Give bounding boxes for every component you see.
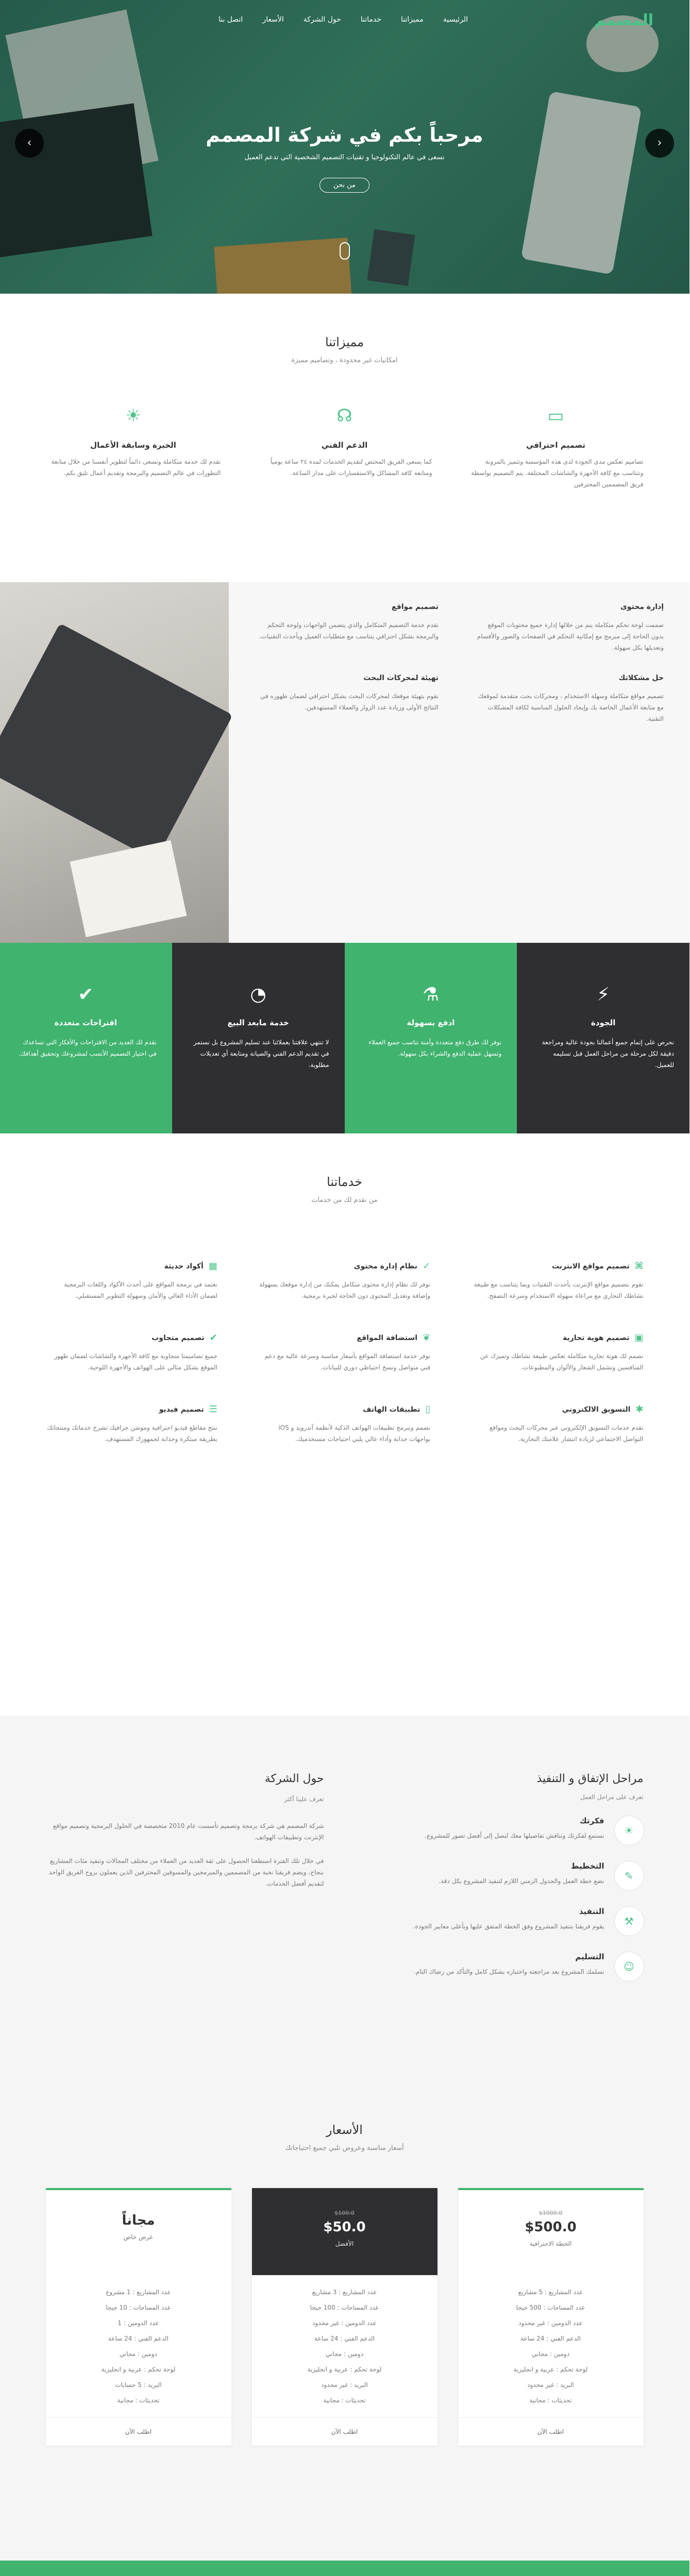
feature-item	[469, 405, 644, 490]
pricing-plan-pro	[459, 2188, 644, 2446]
stages-title: مراحل الإتفاق و التنفيذ	[537, 1772, 644, 1785]
code-brackets-icon: ▦	[209, 1261, 218, 1272]
smile-icon: ☺	[615, 1952, 644, 1981]
list-icon: ☰	[209, 1404, 218, 1415]
plan-feature: دومين : مجاني	[532, 2350, 570, 2358]
feature-text: تصاميم تعكس مدى الجودة لدى هذه المؤسسة وتتميز بالمرونة وتتناسب مع كافة الأجهزة والشاشات المختلفة. يتم التصميم بواسطة فريق المصممين المحترفين	[472, 458, 644, 488]
order-button[interactable]: اطلب الآن	[459, 2417, 644, 2446]
plan-feature: عدد الدومين : 1	[118, 2319, 160, 2327]
service-item	[46, 1261, 218, 1301]
service-title: تصميم متجاوب	[152, 1333, 205, 1342]
about-column	[46, 1772, 325, 1997]
feature-text: نقدم لك خدمة متكاملة ونسعى دائماً لتطوير أنفسنا من خلال متابعة التطورات في عالم التصميم والبرمجة وتقديم أعمال تليق بكم.	[52, 458, 222, 477]
plan-old-price: $1000.0	[539, 2210, 563, 2216]
contact-section	[0, 2561, 690, 2576]
split-item	[250, 674, 439, 724]
stage-title: فكرتك	[580, 1816, 605, 1825]
plan-feature: عدد المساحات : 10 جيجا	[106, 2304, 172, 2311]
feature-title: الدعم الفني	[322, 440, 368, 450]
plan-name: عرض خاص	[124, 2233, 154, 2241]
laptop-image	[0, 582, 229, 943]
services-title: خدماتنا	[327, 1175, 363, 1189]
pricing-subtitle: أسعار مناسبة وعروض تلبي جميع احتياجاتك	[285, 2144, 405, 2152]
check-circle-icon: ✔	[78, 984, 94, 1005]
plan-feature: عدد الدومين : غير محدود	[313, 2319, 377, 2327]
plan-feature: الدعم الفني : 24 ساعة	[520, 2335, 581, 2342]
pricing-title: الأسعار	[327, 2123, 363, 2137]
plan-feature: عدد المشاريع : 1 مشروع	[106, 2289, 172, 2296]
feature-item	[258, 405, 433, 490]
plan-feature: تحديثات : مجانية	[117, 2397, 160, 2404]
service-item	[46, 1332, 218, 1373]
split-item-title: تصميم مواقع	[392, 603, 439, 611]
stage-text: نسلمك المشروع بعد مراجعته واختباره بشكل كامل والتأكد من رضاك التام.	[414, 1968, 605, 1975]
services-section	[0, 1133, 690, 1716]
service-title: تصميم هوية تجارية	[563, 1333, 630, 1342]
service-text: جميع تصاميمنا متجاوبة مع كافة الأجهزة والشاشات لضمان ظهور الموقع بشكل مثالي على الهواتف والأجهزة اللوحية.	[55, 1352, 218, 1371]
hero-subtitle: نسعى في عالم التكنولوجيا و تقنيات التصميم الشخصية التي تدعم العميل	[245, 154, 445, 161]
image-icon: ▣	[635, 1332, 644, 1343]
stage-text: نضع خطة العمل والجدول الزمني اللازم لتنفيذ المشروع بكل دقة.	[439, 1877, 605, 1885]
bolt-icon: ⚡	[597, 984, 611, 1005]
plan-feature: عدد المساحات : 500 جيجا	[516, 2304, 586, 2311]
split-item-text: صممت لوحة تحكم متكاملة يتم من خلالها إدارة جميع محتويات الموقع بدون الحاجة إلى مبرمج مع إمكانية التحكم في الصفحات والصور والأقسام وتعديلها بكل سهولة.	[477, 621, 664, 651]
plan-name: الأفضل	[335, 2240, 355, 2247]
plan-feature: لوحة تحكم : عربية و انجليزية	[514, 2366, 588, 2373]
service-title: استضافة المواقع	[357, 1333, 418, 1342]
plan-feature: الدعم الفني : 24 ساعة	[108, 2335, 169, 2342]
split-item-text: نقوم بتهيئة موقعك لمحركات البحث بشكل احترافي لضمان ظهوره في النتائج الأولى وزيادة عدد الزوار والعملاء المستهدفين.	[261, 692, 439, 711]
stage-title: التسليم	[576, 1952, 605, 1961]
nav-menu	[219, 15, 468, 24]
service-title: تصميم مواقع الانترنت	[552, 1262, 630, 1270]
about-title: حول الشركة	[265, 1772, 325, 1785]
stage-item	[366, 1952, 644, 1981]
gauge-icon: ◔	[250, 984, 267, 1005]
laptop-shape	[0, 623, 233, 861]
plan-old-price: $100.0	[335, 2210, 355, 2216]
service-text: نوفر خدمة استضافة المواقع بأسعار مناسبة وسرعة عالية مع دعم فني متواصل ونسخ احتياطي دوري للبيانات.	[265, 1352, 431, 1371]
headset-icon: ☊	[337, 405, 353, 426]
stage-title: التخطيط	[571, 1861, 605, 1871]
service-item	[46, 1404, 218, 1445]
plan-feature: عدد الدومين : غير محدود	[519, 2319, 583, 2327]
check-icon: ✓	[423, 1261, 431, 1272]
services-subtitle: من نقدم لك من خدمات	[312, 1196, 378, 1204]
split-item-text: تصميم مواقع متكاملة وسهلة الاستخدام ، ومحركات بحث متقدمة لموقعك مع متابعة الأعمال الخاصة بك وإيجاد الحلول المناسبة لكافة المشكلات التقنية.	[478, 692, 664, 722]
nav-item-home[interactable]: الرئيسية	[443, 15, 468, 24]
about-paragraph: في خلال تلك الفترة استطعنا الحصول على ثقة العديد من العملاء من مختلف المجالات وتنفيذ مئات المشاريع بنجاح، ويضم فريقنا نخبة من المصممين والمبرمجين والمسوقين المحترفين الذين يعملون بروح الفريق الواحد لتقديم أفضل الخدمات.	[49, 1857, 325, 1887]
split-item-title: تهيئة لمحركات البحث	[364, 674, 439, 682]
service-item	[472, 1261, 644, 1301]
plan-feature: البريد : غير محدود	[528, 2381, 575, 2388]
leaf-icon: ❦	[423, 1332, 431, 1343]
stage-title: التنفيذ	[579, 1907, 605, 1916]
highlights-band	[0, 943, 690, 1133]
asterisk-icon: ✱	[636, 1404, 644, 1415]
pricing-plan-best	[253, 2188, 438, 2446]
highlight-suggestions	[0, 943, 173, 1133]
service-item	[259, 1332, 431, 1373]
feature-text: كما يسعى الفريق المختص لتقديم الخدمات لمدة ٢٤ ساعة يومياً ومتابعة كافة المشاكل والاستفسارات على مدار الساعة.	[271, 458, 433, 477]
about-subtitle: تعرف علينا أكثر	[284, 1795, 325, 1803]
features-title: مميزاتنا	[325, 335, 365, 349]
service-text: نوفر لك نظام إدارة محتوى متكامل يمكنك من إدارة موقعك بسهولة وإضافة وتعديل المحتوى دون الحاجة لخبرة برمجية.	[260, 1281, 431, 1299]
service-title: التسويق الالكتروني	[562, 1405, 631, 1414]
split-item	[475, 674, 664, 724]
highlight-text: نقدم لك العديد من الاقتراحات والأفكار التي تساعدك في اختيار التصميم الأنسب لمشروعك وتحقيق أهدافك.	[19, 1039, 157, 1057]
stages-column	[366, 1772, 644, 1997]
stages-subtitle: تعرف على مراحل العمل	[581, 1793, 644, 1801]
plan-feature: البريد : 5 حسابات	[115, 2381, 162, 2388]
highlight-text: لا تنتهي علاقتنا بعملائنا عند تسليم المشروع بل نستمر في تقديم الدعم الفني والصيانة ومتابعة أي تعديلات مطلوبة.	[194, 1039, 330, 1069]
feature-title: تصميم احترافي	[526, 440, 586, 450]
plan-price: $500.0	[525, 2219, 577, 2235]
service-item	[259, 1261, 431, 1301]
stage-item	[366, 1907, 644, 1936]
about-us-button[interactable]: من نحن	[320, 178, 370, 193]
feature-title: الخبرة وسابقة الأعمال	[91, 440, 177, 450]
plan-price: $50.0	[324, 2219, 366, 2235]
plan-feature: لوحة تحكم : عربية و انجليزية	[308, 2366, 382, 2373]
hero-section	[0, 0, 690, 294]
plan-feature: تحديثات : مجانية	[530, 2397, 573, 2404]
about-paragraph: شركة المصمم هي شركة برمجة وتصميم تأسست عام 2010 متخصصة في الحلول البرمجية وتصميم مواقع الإنترنت وتطبيقات الهواتف.	[53, 1822, 325, 1841]
service-title: نظام إدارة محتوى	[354, 1262, 418, 1270]
service-title: أكواد حديثة	[164, 1262, 204, 1270]
highlight-text: نوفر لك طرق دفع متعددة وآمنة تناسب جميع العملاء وتسهل عملية الدفع والشراء بكل سهولة.	[369, 1039, 502, 1057]
hero-caption	[0, 124, 690, 193]
pricing-section	[0, 2087, 690, 2561]
service-item	[472, 1332, 644, 1373]
service-title: تطبيقات الهاتف	[363, 1405, 421, 1414]
plan-feature: عدد المشاريع : 5 مشاريع	[518, 2289, 584, 2296]
nav-item-contact[interactable]: اتصل بنا	[218, 15, 244, 24]
monitor-icon: ▭	[548, 405, 565, 426]
slider-next-button[interactable]: ›	[15, 129, 44, 158]
split-item-title: إدارة محتوى	[620, 603, 664, 611]
lightbulb-icon: ☀	[126, 405, 142, 426]
plan-feature: دومين : مجاني	[326, 2350, 364, 2358]
top-navigation	[0, 0, 690, 41]
stage-item	[366, 1861, 644, 1890]
pencil-icon: ✎	[615, 1861, 644, 1890]
nav-item-services[interactable]: خدماتنا	[361, 15, 382, 24]
code-icon: ⌘	[635, 1261, 644, 1272]
highlight-text: نحرص على إتمام جميع أعمالنا بجودة عالية ومراجعة دقيقة لكل مرحلة من مراحل العمل قبل تسليمه للعميل.	[542, 1039, 675, 1069]
service-item	[259, 1404, 431, 1445]
nav-item-about[interactable]: حول الشركة	[304, 15, 342, 24]
split-item	[250, 603, 439, 653]
highlight-title: ادفع بسهولة	[407, 1018, 456, 1027]
plan-name: الخطة الاحترافية	[530, 2240, 573, 2247]
pricing-plan-free	[46, 2188, 232, 2446]
wrench-icon: ⚒	[615, 1907, 644, 1936]
about-split-section	[0, 582, 690, 943]
service-text: نصمم لك هوية تجارية متكاملة تعكس طبيعة نشاطك وتميزك عن المنافسين وتشمل الشعار والألوان والمطبوعات.	[481, 1352, 644, 1371]
split-item	[475, 603, 664, 653]
nav-item-features[interactable]: مميزاتنا	[401, 15, 424, 24]
lightbulb-icon: ☀	[615, 1816, 644, 1845]
split-item-text: نقدم خدمة التصميم المتكامل والذي يتضمن الواجهات ولوحة التحكم والبرمجة بشكل احترافي يتناسب مع متطلبات العميل وبأحدث التقنيات.	[259, 621, 439, 640]
scroll-mouse-icon[interactable]	[340, 242, 350, 260]
hero-title: مرحباً بكم في شركة المصمم	[206, 124, 484, 146]
highlight-payment	[345, 943, 518, 1133]
stages-about-section	[0, 1716, 690, 2087]
highlight-title: الجودة	[591, 1018, 616, 1027]
service-title: تصميم فيديو	[159, 1405, 205, 1414]
service-item	[472, 1404, 644, 1445]
mobile-icon: ▯	[426, 1404, 431, 1415]
check-circle-icon: ✔	[210, 1332, 218, 1343]
stage-item	[366, 1816, 644, 1845]
highlight-title: خدمة مابعد البيع	[228, 1018, 290, 1027]
service-text: نعتمد في برمجة المواقع على أحدث الأكواد واللغات البرمجية لضمان الأداء العالي والأمان وسهولة التطوير المستقبلي.	[64, 1281, 218, 1299]
plan-feature: تحديثات : مجانية	[324, 2397, 366, 2404]
features-section	[0, 294, 690, 582]
highlight-quality	[517, 943, 690, 1133]
service-text: نصمم ونبرمج تطبيقات الهواتف الذكية لأنظمة آندرويد و iOS بواجهات جذابة وأداء عالي يلبي احتياجات مستخدميك.	[279, 1424, 431, 1443]
plan-feature: لوحة تحكم : عربية و انجليزية	[102, 2366, 176, 2373]
split-item-title: حل مشكلاتك	[619, 674, 664, 682]
notebook-shape	[71, 840, 188, 937]
service-text: نقدم خدمات التسويق الإلكتروني عبر محركات البحث ومواقع التواصل الاجتماعي لزيادة انتشار علامتك التجارية.	[490, 1424, 644, 1443]
highlight-title: اقتراحات متعددة	[55, 1018, 118, 1027]
stage-text: يقوم فريقنا بتنفيذ المشروع وفق الخطة المتفق عليها وبأعلى معايير الجودة.	[413, 1923, 605, 1930]
plan-feature: الدعم الفني : 24 ساعة	[314, 2335, 375, 2342]
plan-feature: دومين : مجاني	[120, 2350, 158, 2358]
order-button[interactable]: اطلب الآن	[46, 2417, 232, 2446]
feature-item	[46, 405, 222, 490]
plan-price: مجاناً	[122, 2213, 156, 2228]
site-logo[interactable]: المصمم	[595, 11, 654, 29]
features-subtitle: امكانيات غير محدودة ، وتصاميم مميزة	[292, 357, 398, 364]
nav-item-pricing[interactable]: الأسعار	[263, 15, 284, 24]
plan-feature: عدد المساحات : 100 جيجا	[310, 2304, 380, 2311]
slider-prev-button[interactable]: ‹	[646, 129, 675, 158]
highlight-after-sale	[173, 943, 345, 1133]
order-button[interactable]: اطلب الآن	[253, 2417, 438, 2446]
stage-text: نستمع لفكرتك ونناقش تفاصيلها معك لنصل إلى أفضل تصور للمشروع.	[425, 1832, 605, 1839]
flask-icon: ⚗	[423, 984, 440, 1005]
plan-feature: البريد : غير محدود	[322, 2381, 368, 2388]
plan-feature: عدد المشاريع : 3 مشاريع	[312, 2289, 378, 2296]
service-text: نقوم بتصميم مواقع الإنترنت بأحدث التقنيات وبما يتناسب مع طبيعة نشاطك التجاري مع مراعاة سهولة الاستخدام وسرعة التصفح.	[474, 1281, 644, 1299]
service-text: ننتج مقاطع فيديو احترافية وموشن جرافيك تشرح خدماتك ومنتجاتك بطريقة مبتكرة وجذابة لجمهورك المستهدف.	[47, 1424, 218, 1443]
